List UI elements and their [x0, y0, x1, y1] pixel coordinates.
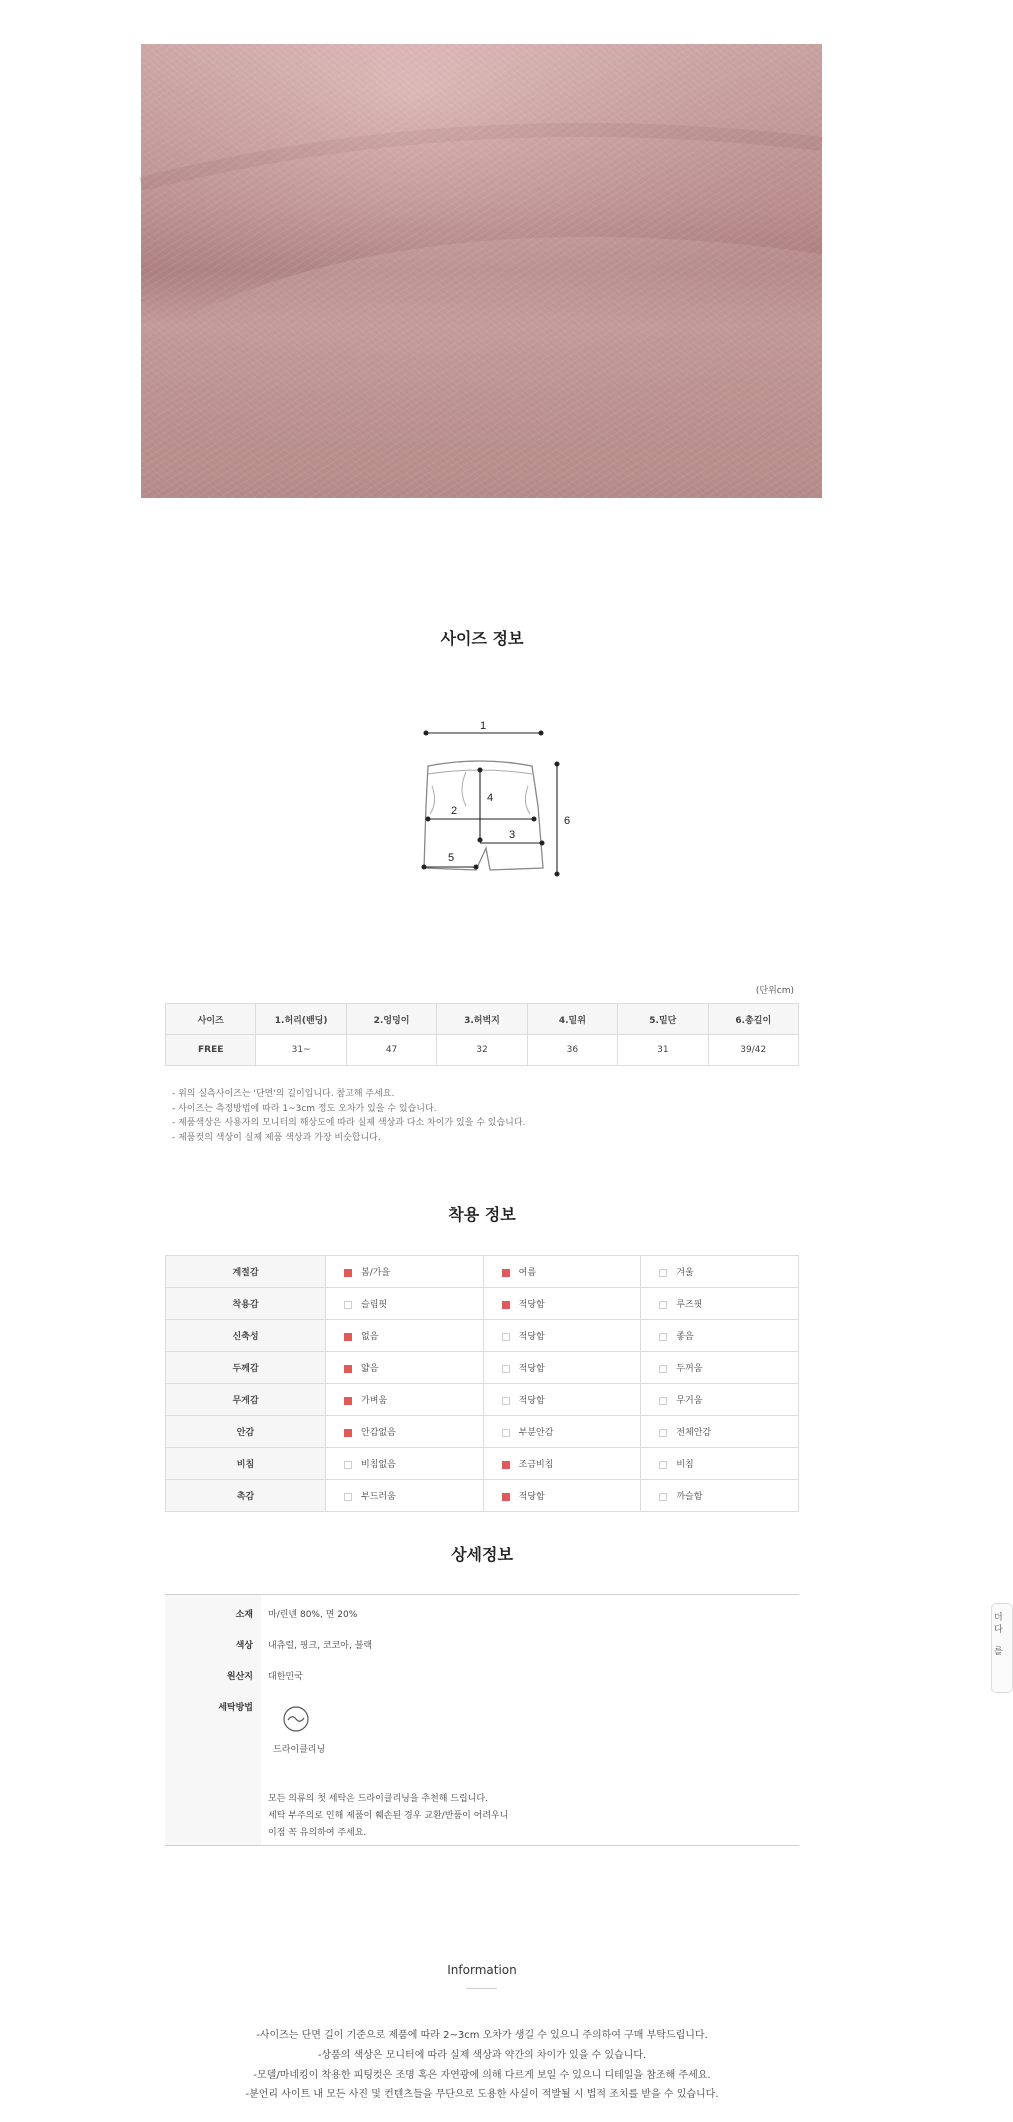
size-note: - 사이즈는 측정방법에 따라 1~3cm 정도 오차가 있을 수 있습니다.	[172, 1103, 437, 1114]
fit-option	[326, 1480, 484, 1512]
detail-table	[165, 1594, 799, 1846]
fit-option-label: 부드러움	[361, 1492, 396, 1502]
size-cell: FREE	[166, 1035, 256, 1066]
fit-option-label: 적당함	[518, 1364, 545, 1374]
fit-row	[166, 1416, 799, 1448]
fit-row	[166, 1480, 799, 1512]
wash-label: 세탁방법	[218, 1703, 253, 1713]
diagram-label-3: 3	[509, 829, 516, 841]
diagram-label-2: 2	[451, 805, 458, 817]
wash-note: 이점 꼭 유의하여 주세요.	[268, 1828, 367, 1838]
fit-option	[641, 1288, 799, 1320]
detail-label-column	[165, 1595, 261, 1845]
fit-option-label: 좋음	[676, 1332, 694, 1342]
fit-option-label: 적당함	[518, 1396, 545, 1406]
checked-box-icon	[502, 1493, 510, 1501]
fit-option-label: 얇음	[361, 1364, 379, 1374]
size-header-cell: 3.허벅지	[437, 1004, 527, 1035]
wash-note: 모든 의류의 첫 세탁은 드라이클리닝을 추천해 드립니다.	[268, 1794, 488, 1804]
size-info-title: 사이즈 정보	[440, 629, 524, 648]
fit-category-label: 계절감	[166, 1256, 326, 1288]
fit-option-label: 적당함	[518, 1300, 545, 1310]
fit-option-label: 여름	[518, 1268, 537, 1278]
fit-info-title: 착용 정보	[448, 1205, 516, 1224]
checked-box-icon	[344, 1397, 352, 1405]
shorts-measurement-diagram	[408, 710, 571, 890]
fit-option	[326, 1416, 484, 1448]
information-title: Information	[447, 1963, 517, 1977]
size-unit: (단위cm)	[755, 986, 794, 996]
unchecked-box-icon	[502, 1365, 510, 1373]
fit-row	[166, 1256, 799, 1288]
information-line: -분언리 사이트 내 모든 사진 및 컨텐츠들을 무단으로 도용한 사실이 적발될 시 법적 조치를 받을 수 있습니다.	[245, 2089, 719, 2100]
unchecked-box-icon	[659, 1365, 667, 1373]
fit-option-label: 전체안감	[676, 1428, 712, 1438]
information-line: -모델/마네킹이 착용한 피팅컷은 조명 혹은 자연광에 의해 다르게 보일 수 있으니 디테일을 참조해 주세요.	[253, 2070, 711, 2081]
fit-option	[641, 1448, 799, 1480]
fit-option	[326, 1288, 484, 1320]
fit-option	[326, 1384, 484, 1416]
checked-box-icon	[344, 1333, 352, 1341]
material-value: 마/린넨 80%, 면 20%	[268, 1610, 358, 1620]
unchecked-box-icon	[659, 1461, 667, 1469]
fit-option	[641, 1352, 799, 1384]
fit-option	[483, 1448, 641, 1480]
fit-row	[166, 1448, 799, 1480]
unchecked-box-icon	[344, 1461, 352, 1469]
fit-option-label: 부분안감	[518, 1428, 554, 1438]
fit-table	[165, 1255, 799, 1512]
fit-option-label: 비침없음	[361, 1460, 396, 1470]
diagram-label-5: 5	[448, 852, 455, 864]
fit-row	[166, 1384, 799, 1416]
unchecked-box-icon	[502, 1397, 510, 1405]
size-cell: 36	[527, 1035, 617, 1066]
fit-option	[483, 1384, 641, 1416]
fit-option	[483, 1320, 641, 1352]
wash-notes	[268, 1791, 508, 1842]
fit-option	[483, 1288, 641, 1320]
diagram-label-1: 1	[480, 720, 487, 732]
fit-option	[483, 1256, 641, 1288]
fit-option	[326, 1320, 484, 1352]
fit-category-label: 무게감	[166, 1384, 326, 1416]
checked-box-icon	[344, 1269, 352, 1277]
unchecked-box-icon	[659, 1269, 667, 1277]
fit-option-label: 무거움	[676, 1396, 703, 1406]
origin-label: 원산지	[226, 1672, 253, 1682]
fit-option-label: 적당함	[518, 1332, 545, 1342]
unchecked-box-icon	[502, 1333, 510, 1341]
fit-option	[641, 1480, 799, 1512]
information-divider	[466, 1988, 497, 1989]
fit-option	[483, 1416, 641, 1448]
checked-box-icon	[502, 1269, 510, 1277]
information-line: -상품의 색상은 모니터에 따라 실제 색상과 약간의 차이가 있을 수 있습니다.	[317, 2050, 647, 2061]
checked-box-icon	[344, 1365, 352, 1373]
size-note: - 위의 실측사이즈는 '단면'의 길이입니다. 참고해 주세요.	[172, 1089, 395, 1099]
size-header-cell: 2.엉덩이	[346, 1004, 436, 1035]
fit-option-label: 비침	[676, 1460, 694, 1470]
fit-category-label: 안감	[166, 1416, 326, 1448]
fit-option-label: 봄/가을	[361, 1268, 391, 1278]
fit-row	[166, 1288, 799, 1320]
fit-category-label: 비침	[166, 1448, 326, 1480]
fit-option	[641, 1256, 799, 1288]
size-header-cell: 4.밑위	[527, 1004, 617, 1035]
dry-clean-label: 드라이클리닝	[273, 1745, 326, 1755]
fit-option	[326, 1448, 484, 1480]
fit-category-label: 두께감	[166, 1352, 326, 1384]
size-table-header	[166, 1004, 799, 1035]
unchecked-box-icon	[659, 1429, 667, 1437]
unchecked-box-icon	[659, 1333, 667, 1341]
material-label: 소재	[235, 1610, 253, 1620]
checked-box-icon	[502, 1461, 510, 1469]
fit-option	[483, 1480, 641, 1512]
checked-box-icon	[344, 1429, 352, 1437]
unchecked-box-icon	[502, 1429, 510, 1437]
fit-option-label: 슬림핏	[361, 1300, 388, 1310]
fit-option	[326, 1352, 484, 1384]
fit-category-label: 신축성	[166, 1320, 326, 1352]
fit-category-label: 촉감	[166, 1480, 326, 1512]
fit-option-label: 까슬함	[676, 1492, 703, 1502]
fit-category-label: 착용감	[166, 1288, 326, 1320]
size-table	[165, 1003, 799, 1066]
fabric-texture-image	[141, 44, 822, 498]
size-header-cell: 1.허리(밴딩)	[256, 1004, 346, 1035]
diagram-label-6: 6	[564, 815, 571, 827]
detail-info-title: 상세정보	[451, 1545, 513, 1564]
diagram-label-4: 4	[487, 792, 494, 804]
size-note: - 제품색상은 사용자의 모니터의 해상도에 따라 실제 색상과 다소 차이가 있을 수 있습니다.	[172, 1118, 526, 1128]
unchecked-box-icon	[659, 1397, 667, 1405]
size-cell: 47	[346, 1035, 436, 1066]
fit-row	[166, 1352, 799, 1384]
checked-box-icon	[502, 1301, 510, 1309]
fit-option-label: 안감없음	[361, 1428, 396, 1438]
dry-clean-icon	[282, 1705, 310, 1733]
fit-option-label: 두꺼움	[676, 1364, 703, 1374]
unchecked-box-icon	[659, 1301, 667, 1309]
size-cell: 32	[437, 1035, 527, 1066]
side-widget-text: 더	[994, 1613, 1003, 1623]
unchecked-box-icon	[344, 1493, 352, 1501]
fit-option	[641, 1416, 799, 1448]
fit-option-label: 루즈핏	[676, 1300, 703, 1310]
side-widget-text: 를	[994, 1647, 1003, 1657]
size-cell: 31~	[256, 1035, 346, 1066]
fit-row	[166, 1320, 799, 1352]
fit-option	[326, 1256, 484, 1288]
unchecked-box-icon	[344, 1301, 352, 1309]
origin-value: 대한민국	[268, 1672, 303, 1682]
size-table-row	[166, 1035, 799, 1066]
size-notes	[172, 1087, 525, 1145]
fit-option-label: 가벼움	[361, 1396, 388, 1406]
size-cell: 31	[618, 1035, 708, 1066]
size-cell: 39/42	[708, 1035, 798, 1066]
size-header-cell: 사이즈	[166, 1004, 256, 1035]
fit-option	[641, 1384, 799, 1416]
color-label: 색상	[235, 1641, 253, 1651]
wash-note: 세탁 부주의로 인해 제품이 훼손된 경우 교환/반품이 어려우니	[268, 1811, 509, 1821]
size-note: - 제품컷의 색상이 실제 제품 색상과 가장 비슷합니다.	[172, 1132, 381, 1143]
color-value: 내츄럴, 핑크, 코코아, 블랙	[268, 1641, 373, 1651]
side-widget-text: 다	[994, 1625, 1003, 1635]
unchecked-box-icon	[659, 1493, 667, 1501]
fit-option	[641, 1320, 799, 1352]
fit-option-label: 없음	[361, 1332, 379, 1342]
size-header-cell: 6.총길이	[708, 1004, 798, 1035]
size-header-cell: 5.밑단	[618, 1004, 708, 1035]
fit-option	[483, 1352, 641, 1384]
fit-option-label: 조금비침	[518, 1460, 554, 1470]
fit-option-label: 적당함	[518, 1492, 545, 1502]
information-line: -사이즈는 단면 길이 기준으로 제품에 따라 2~3cm 오차가 생길 수 있으니 주의하여 구매 부탁드립니다.	[256, 2030, 708, 2041]
fit-option-label: 겨울	[676, 1268, 694, 1278]
